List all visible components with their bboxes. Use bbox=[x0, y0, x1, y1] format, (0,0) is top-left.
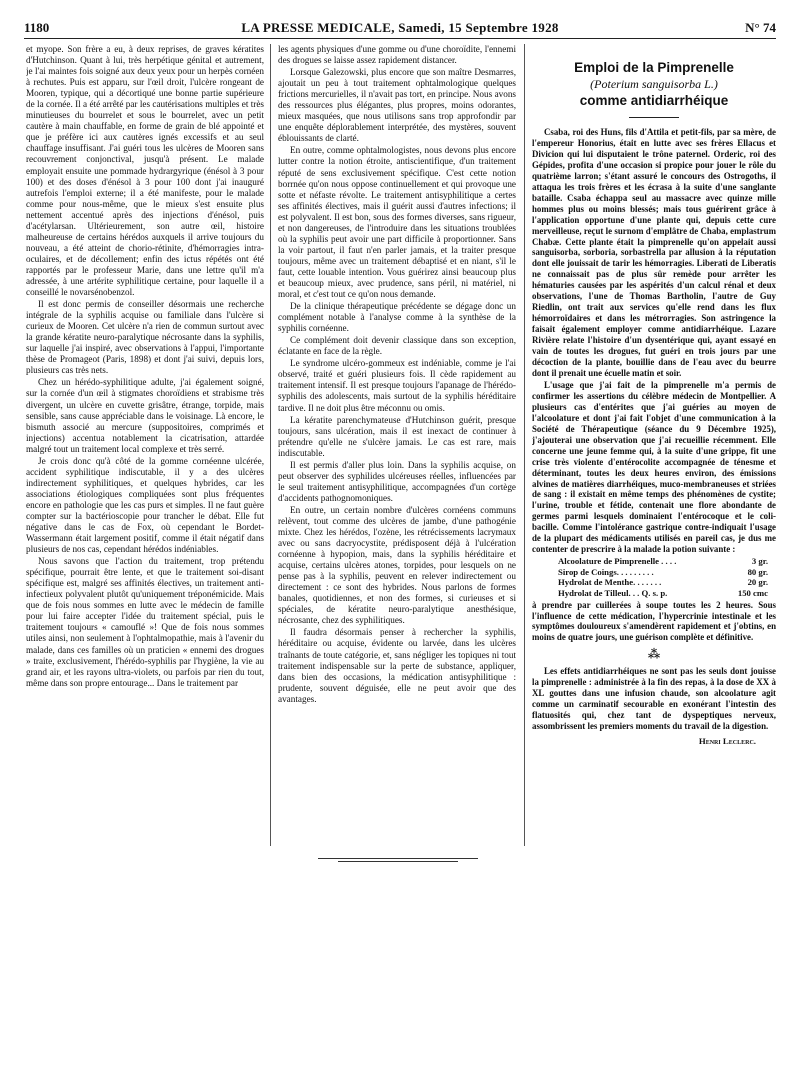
article-title: Emploi de la Pimprenelle bbox=[574, 60, 734, 75]
prescription-row bbox=[558, 567, 776, 578]
ingredient: Sirop de Coings. . . . . . . . . bbox=[558, 566, 654, 577]
header-rule bbox=[24, 38, 776, 39]
column-separator-1 bbox=[270, 44, 271, 846]
paragraph: à prendre par cuillerées à soupe toutes les 2 heures. Sous l'influence de cette médication, l'hypercrinie intestinale et les symptômes douloureux s'amendèrent rapidement et j'obtins, en moins de quatre jours, une guérison complète et définitive. bbox=[532, 599, 776, 643]
paragraph: La kératite parenchymateuse d'Hutchinson guérit, presque toujours, sans ulcération, mais il est inexact de continuer à prétendre qu'elle ne s'ulcère jamais. Le cas est rare, mais indiscutable. bbox=[278, 414, 516, 458]
prescription-row bbox=[558, 588, 776, 599]
paragraph: Nous savons que l'action du traitement, trop prétendu spécifique, pourrait être lente, et que le traitement soi-disant spécifique est, malgré ses affinités électives, un traitement anti-infectieux polyvalent plutôt qu'uniquement tréponémicide. Mais que de fois nous sommes en lutte avec le médecin de famille pour lui faire accepter l'idée du traitement spécial, puis le traitement toujours « camouflé »! Que de fois nous sommes utiles ainsi, non seulement à l'ophtalmopathie, mais à l'avenir du malade, dans ces familles où un praticien « ennemi des drogues » traite, exclusivement, l'hérédo-syphilis par l'hygiène, la vie au grand air, et les rayons ultra-violets, ou parfois par rien du tout, même dans son propre entourage... Dans le traitement par bbox=[26, 556, 264, 688]
paragraph: En outre, un certain nombre d'ulcères cornéens communs relèvent, tout comme des ulcères de jambe, d'une pathogénie mixte. Chez les hérédos, l'ozène, les rétrécissements lacrymaux avec ou sans dacryocystite, prédisposent déjà à l'ulcération cornéenne à hypopion, mais, dans la syphilis héréditaire et acquise, certains ulcères atones, torpides, pour lesquels on ne pense pas à la syphilis, peuvent en relever indirectement ou directement : ce sont des hybrides. Nous parlons de formes banales, quotidiennes, et non des formes, si curieuses et si spéciales, de kératite neuro-paralytique anesthésique, nécrosante, chez des syphilitiques. bbox=[278, 504, 516, 626]
prescription bbox=[558, 556, 776, 598]
paragraph: Je crois donc qu'à côté de la gomme cornéenne ulcérée, accident syphilitique indiscutable, il y a des ulcères indirectement syphilitiques, et quelques hybrides, car les associations étiologiques compliquées sont plus fréquentes encore en pathologie que les cas purs et simples. Il ne faut guère compter sur la bactérioscopie pour trancher le débat. Elle fut négative dans le cas de Fox, où cependant le Bordet-Wassermann était largement positif, comme il était négatif dans plusieurs de nos cas, cependant hérédos indéniables. bbox=[26, 455, 264, 555]
column-3-article bbox=[532, 44, 776, 824]
paragraph: Il est donc permis de conseiller désormais une recherche intégrale de la syphilis acquise ou familiale dans l'ulcère si curieux de Mooren. Cet ulcère n'a rien de commun surtout avec la grande kératite neuro-paralytique nécrosante dans la syphilis, sur laquelle j'ai inspiré, avec observations à l'appui, l'importante thèse de Promageot (Paris, 1898) et dont j'ai suivi, depuis lors, plusieurs cas très nets. bbox=[26, 299, 264, 376]
column-2 bbox=[278, 44, 516, 844]
dose: 20 gr. bbox=[747, 577, 768, 588]
paragraph: les agents physiques d'une gomme ou d'une choroïdite, l'ennemi des drogues se laisse assez rapidement distancer. bbox=[278, 44, 516, 66]
end-rule-2 bbox=[338, 861, 458, 862]
paragraph: Le syndrome ulcéro-gommeux est indéniable, comme je l'ai observé, traité et guéri plusieurs fois. Il cède rapidement au traitement intensif. Il est presque toujours l'apanage de l'hérédo-syphilis des adolescents, mais surtout de la syphilis héréditaire tardive. Il ne doit plus être méconnu ou omis. bbox=[278, 358, 516, 413]
ingredient: Alcoolature de Pimprenelle . . . . bbox=[558, 556, 677, 567]
asterism-divider: ⁂ bbox=[647, 647, 661, 662]
page-header bbox=[24, 20, 776, 40]
paragraph: Il est permis d'aller plus loin. Dans la syphilis acquise, on peut observer des syphilides ulcéreuses réelles, influencées par le seul traitement antisyphilitique, accompagnées d'un cortège d'accidents pathognomoniques. bbox=[278, 459, 516, 503]
issue-number: N° 74 bbox=[745, 20, 776, 35]
paragraph: Il faudra désormais penser à rechercher la syphilis, héréditaire ou acquise, évidente ou larvée, dans les ulcères traînants de toute catégorie, et, sans négliger les topiques ni tout traitement indispensable sur la perte de substance, appliquer, dans bien des occasions, la médication antisyphilitique : prudente, souvent déguisée, elle ne peut avoir que des avantages. bbox=[278, 627, 516, 704]
article-title-line2: comme antidiarrhéique bbox=[579, 93, 729, 108]
ingredient: Hydrolat de Tilleul. . . Q. s. p. bbox=[558, 587, 668, 598]
author-signature: Henri Leclerc. bbox=[698, 736, 756, 747]
article-body bbox=[532, 127, 776, 747]
paragraph: L'usage que j'ai fait de la pimprenelle m'a permis de confirmer les assertions du célèbre médecin de Montpellier. A plusieurs cas d'entérites que j'ai guéries au moyen de l'alcoolature et dont j'ai fait l'objet d'une communication à la Société de Thérapeutique (séance du 9 Décembre 1925), j'ajouterai une observation que j'ai recueillie récemment. Elle concerne une jeune femme qui, à la suite d'une grippe, fit une crise très violente d'entérocolite accompagnée de ténesme et déterminant, toutes les deux heures environ, des émissions alvines de matières diarrhéiques, muco-membraneuses et striées de sang : il existait en même temps des phénomènes de cystite; l'urine, trouble et fétide, contenait une flore abondante de germes parmi lesquels dominaient l'entérocoque et le coli-bacille. Comme l'intolérance gastrique contre-indiquait l'usage de la plupart des médicaments utilisés en pareil cas, je dus me contenter de prescrire à la malade la potion suivante : bbox=[532, 379, 776, 555]
paragraph: De la clinique thérapeutique précédente se dégage donc un complément notable à l'analyse comme à la synthèse de la syphilis cornéenne. bbox=[278, 301, 516, 334]
paragraph: En outre, comme ophtalmologistes, nous devons plus encore lutter contre la notion étroite, antiscientifique, d'un traitement réputé de sens exclusivement spécifique. C'est cette notion borrnée qu'on nous oppose continuellement et qui provoque une sotte et néfaste révolte. Le traitement antisyphilitique a certes ses affinités électives, mais il guérit aussi d'autres infections; il est polyvalent. Il est bon, sous des formes diverses, sans rigueur, et non dangereuses, de l'introduire dans les situations troublées où la syphilis peut avoir une part difficile à proportionner. Sans la voir partout, il faut n'en parler jamais, et la traiter presque toujours, même avec un traitement débaptisé et en niant, s'il le faut, cette louable intention. Vous guérirez ainsi beaucoup plus et beaucoup mieux, avec prudence, sans péril, ni matériel, ni moral, et c'est tout ce qu'on nous demande. bbox=[278, 145, 516, 300]
paragraph: Les effets antidiarrhéiques ne sont pas les seuls dont jouisse la pimprenelle : administrée à la fin des repas, à la dose de XX à XL gouttes dans une infusion chaude, son alcoolature agit comme un carminatif secourable en exonérant l'intestin des flatuosités qui, chez tant de dyspeptiques nerveux, assombrissent les premiers moments du travail de la digestion. bbox=[532, 666, 776, 732]
page-number: 1180 bbox=[24, 20, 50, 35]
prescription-row bbox=[558, 577, 776, 588]
column-1 bbox=[26, 44, 264, 844]
title-rule bbox=[629, 117, 679, 118]
paragraph: Lorsque Galezowski, plus encore que son maître Desmarres, ajoutait un peu à tout traitement ophtalmologique quelques frictions mercurielles, il n'avait pas tort, en principe. Nous avons des ressources plus élégantes, plus propres, moins odorantes, mieux masquées, que nous utilisons sans trop approfondir par une enquête déplorablement interprétée, des mystères, souvent éblouissants de clarté. bbox=[278, 67, 516, 144]
paragraph: Csaba, roi des Huns, fils d'Attila et petit-fils, par sa mère, de l'empereur Honorius, était en lutte avec ses frères Ellacus et Divicion qui lui disputaient le trône paternel. Orderic, roi des Gépides, profita d'une occasion si propice pour jouer le rôle du quatrième larron; s'étant assuré le concours des Ostrogoths, il attaqua les trois frères et les écrasa à la suite d'une sanglante bataille. Csaba échappa seul au massacre avec quinze mille hommes plus ou moins blessés; mais tous guérirent grâce à l'application opportune d'une plante qui, depuis cette cure merveilleuse, reçut le surnom d'emplâtre de Chaba, emplastrum Chabæ. Cette plante était la pimprenelle qu'on appelait aussi sanguisorba, sorboria, sorbastrella par allusion à la réputation dont elle jouissait de tarir les hémorragies. Liberati de Liberatis ne connaissait pas de plus sûr remède pour arrêter les hématuries causées par les aspérités d'un calcul rénal et deux observations, l'une de Thomas Bartholin, l'autre de Guy Riedlin, ont trait aux services qu'elle rend dans les flux hémorroïdaires et dans les métrorragies. Son astringence la faisait également employer comme antidiarrhéique. Lazare Rivière relate l'histoire d'un dysentérique qui, ayant essayé en vain de toutes les drogues, fut guéri en trois jours par une décoction de la plante, bouillie dans de l'eau avec du beurre dont il prenait une écuelle matin et soir. bbox=[532, 127, 776, 378]
prescription-row bbox=[558, 556, 776, 567]
paragraph: Chez un hérédo-syphilitique adulte, j'ai également soigné, sur la cornée d'un œil à stigmates choroïdiens et strabisme très divergent, un ulcère en cuvette grisâtre, étrange, torpide, mais sensible, sans cause appréciable dans le voisinage. Là encore, le bismuth associé au mercure (suppositoires, comprimés et injections) accentua notablement la cicatrisation, attardée malgré tout un traitement local complexe et très serré. bbox=[26, 377, 264, 454]
dose: 3 gr. bbox=[751, 556, 768, 567]
journal-title: LA PRESSE MEDICALE, Samedi, 15 Septembre 1928 bbox=[241, 20, 559, 35]
article-subtitle: (Poterium sanguisorba L.) bbox=[590, 77, 718, 91]
paragraph: et myope. Son frère a eu, à deux reprises, de graves kératites d'Hutchinson. Quant à lui, très herpétique génital et autrement, je l'ai maintes fois soigné aux deux yeux pour un herpès cornéen à rechutes. Puis est apparu, sur l'œil droit, l'ulcère rongeant de Mooren, typique, qui a décortiqué une bonne partie supérieure de la cornée. Il a été arrêté par les cautérisations multiples et très minutieuses du bourrelet et sous le bourrelet, avec un petit cautère à main chauffable, en forme de grain de blé appointé et que je préfère ici aux cautères ignés excessifs et au seul chauffage insuffisant. J'ai guéri tous les ulcères de Mooren sans recouvrement conjonctival, jusqu'à présent. Le malade employait ensuite une pommade hydrargyrique (énésol à 3 pour 100) et des doses d'énésol à 3 pour 100 dont j'ai inauguré autrefois l'emploi externe; il a été manifeste, pour le malade comme pour nous-même, que le mieux s'est ensuite plus nettement accentué après des injections d'énésol, puis d'acétylarsan. Ultérieurement, son autre œil, histoire malheureuse de certains hérédos auxquels il arrive toujours du nouveau, a été atteint de chorio-rétinite, d'hémorragies intra-oculaires, et de décollement; enfin des ictus répétés ont été rapportés par le professeur Marie, dans une lettre qu'il m'a adressée, à une artérite syphilitique certaine, pour laquelle il a conseillé le novarsénobenzol. bbox=[26, 44, 264, 298]
end-rule bbox=[318, 858, 478, 859]
ingredient: Hydrolat de Menthe. . . . . . . bbox=[558, 577, 662, 588]
dose: 80 gr. bbox=[747, 566, 768, 577]
column-separator-2 bbox=[524, 44, 525, 846]
dose: 150 cmc bbox=[737, 587, 768, 598]
paragraph: Ce complément doit devenir classique dans son exception, éclatante en face de la règle. bbox=[278, 335, 516, 357]
